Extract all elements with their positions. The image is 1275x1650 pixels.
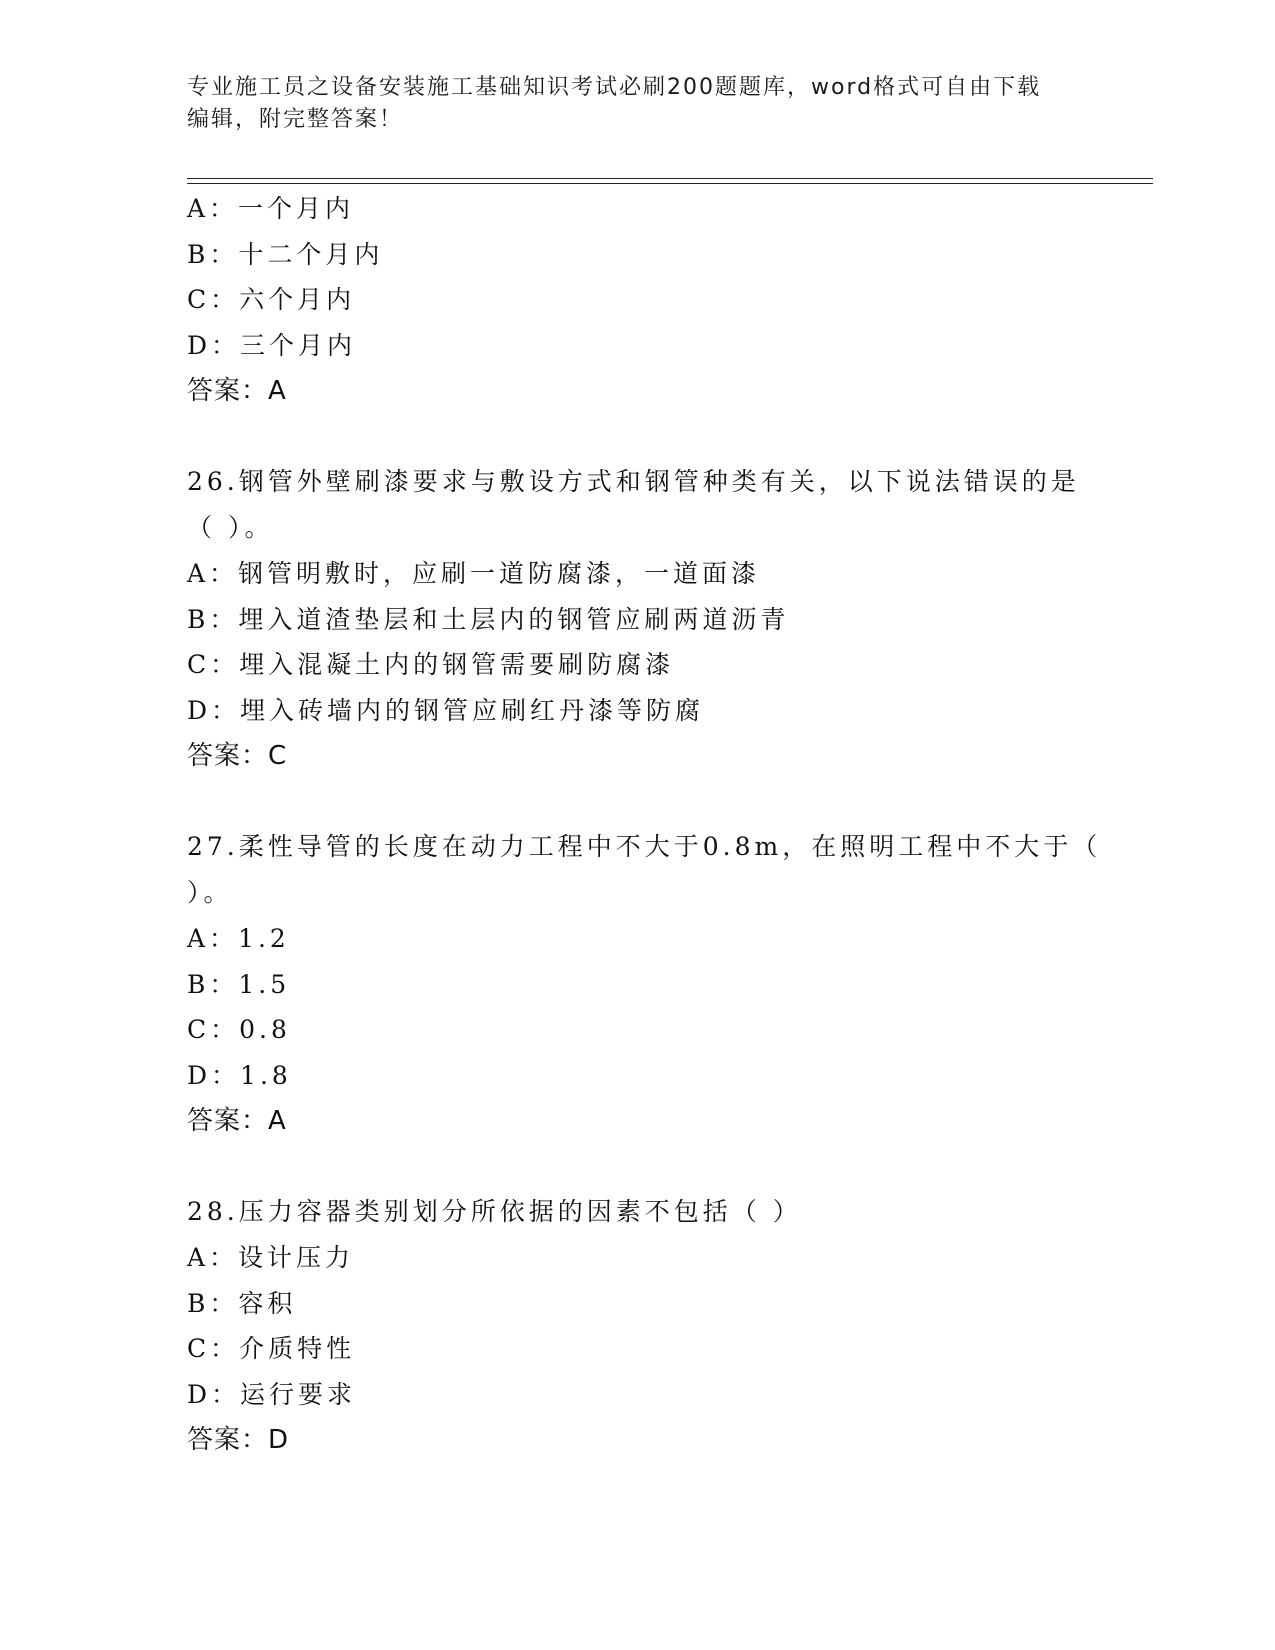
header-divider-top [187,178,1153,179]
header-divider-bottom [187,183,1153,184]
header-title-line-2: 编辑，附完整答案！ [187,107,404,132]
question-26 [187,459,1087,779]
question-text-line-1: 27.柔性导管的长度在动力工程中不大于0.8m，在照明工程中不大于（ [187,832,1102,861]
option-c: C：介质特性 [187,1334,356,1363]
answer-label: 答案：C [187,741,288,771]
question-28 [187,1189,1087,1463]
option-c: C：埋入混凝土内的钢管需要刷防腐漆 [187,650,675,679]
option-a: A：一个月内 [187,194,355,223]
spacer [187,414,1087,459]
option-a: A：1.2 [187,924,290,953]
header-title-line-1: 专业施工员之设备安装施工基础知识考试必刷200题题库，word格式可自由下载 [187,75,1042,100]
option-b: B：十二个月内 [187,239,384,269]
option-c: C：0.8 [187,1015,291,1044]
option-b: B：容积 [187,1288,297,1318]
option-c: C：六个月内 [187,285,356,314]
question-continued [187,186,1087,414]
question-text-line-1: 28.压力容器类别划分所依据的因素不包括（ ） [187,1197,802,1226]
document-header [187,72,1067,136]
option-b: B：1.5 [187,969,291,999]
option-b: B：埋入道渣垫层和土层内的钢管应刷两道沥青 [187,604,790,634]
question-text-line-2: （ ）。 [187,513,274,542]
option-d: D：运行要求 [187,1379,357,1409]
option-d: D：埋入砖墙内的钢管应刷红丹漆等防腐 [187,695,705,725]
answer-label: 答案：A [187,1106,287,1136]
option-a: A：设计压力 [187,1243,355,1272]
spacer [187,1144,1087,1189]
answer-label: 答案：A [187,376,287,406]
option-d: D：1.8 [187,1060,292,1090]
option-d: D：三个月内 [187,330,357,360]
question-text-line-1: 26.钢管外壁刷漆要求与敷设方式和钢管种类有关，以下说法错误的是 [187,467,1080,496]
option-a: A：钢管明敷时，应刷一道防腐漆，一道面漆 [187,559,761,588]
question-text-line-2: ）。 [187,878,233,907]
spacer [187,779,1087,824]
answer-label: 答案：D [187,1425,290,1455]
question-27 [187,824,1102,1144]
question-list [187,186,1102,1463]
